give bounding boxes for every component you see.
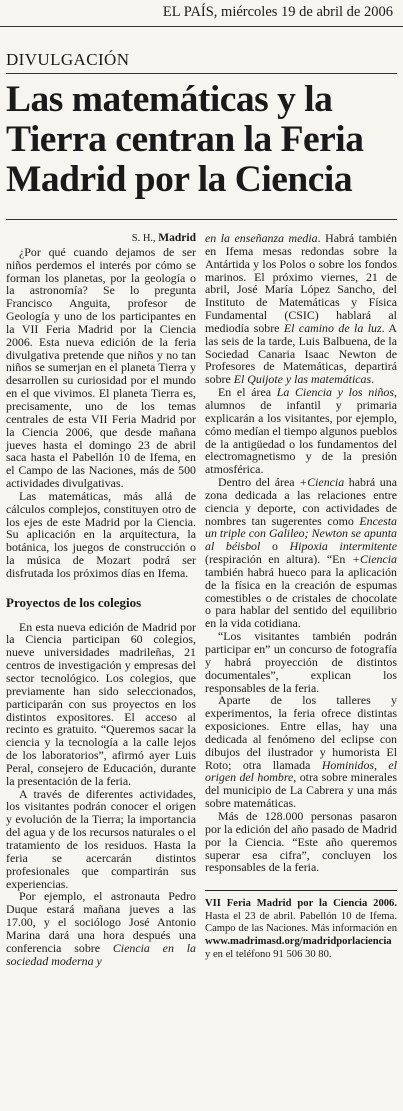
paragraph: Aparte de los talleres y experimentos, la feria ofrece distintas exposiciones. Entre ellas, hay una dedicada al fenómeno del eclipse con dibujos del ilustrador y humorista El Roto; otra llamada Hominidos, el origen del hombre, otra sobre minerales del municipio de La Cabrera y una más sobre matemáticas. (205, 693, 397, 811)
paragraph: ¿Por qué cuando dejamos de ser niños perdemos el interés por cómo se forman los planetas, por la geología o la astronomía? Se lo pregunta Francisco Anguita, profesor de Geología y uno de los participantes en la VII Feria Madrid por la Ciencia 2006. Esta nueva edición de la feria divulgativa pretende que niños y no tan niños se sumerjan en el planeta Tierra y desarrollen su curiosidad por el mundo en el que vivimos. El planeta Tierra es, precisamente, uno de los temas centrales de esta VII Feria Madrid por la Ciencia 2006, que desde mañana jueves hasta el domingo 23 de abril saca hasta el Pabellón 10 de Ifema, en el Campo de las Naciones, más de 500 actividades divulgativas. (6, 244, 196, 491)
paragraph: Por ejemplo, el astronauta Pedro Duque estará mañana jueves a las 17.00, y el sociólogo José Antonio Marina dará una hora después una conferencia sobre Ciencia en la sociedad moderna y (6, 889, 196, 968)
paragraph: Más de 128.000 personas pasaron por la edición del año pasado de Madrid por la Ciencia. “Este año queremos superar esa cifra”, concluyen los responsables de la feria. (205, 808, 397, 875)
info-title: VII Feria Madrid por la Ciencia 2006. (205, 898, 397, 910)
paragraph: En esta nueva edición de Madrid por la Ciencia participan 60 colegios, nueve universidades madrileñas, 21 centros de investigación y empresas del sector tecnológico. Los colegios, que previamente han sido seleccionados, participarán con sus proyectos en los distintos expositores. El acceso al recinto es gratuito. “Queremos sacar la ciencia y la tecnología a la calle lejos de los laboratorios”, afirmó ayer Luis Peral, consejero de Educación, durante la presentación de la feria. (6, 619, 196, 788)
section-rule (6, 73, 397, 74)
paragraph: “Los visitantes también podrán participar en” un concurso de fotografía y habrá proyección de distintos documentales”, explican los responsables de la feria. (205, 629, 397, 695)
paragraph: Las matemáticas, más allá de cálculos complejos, constituyen otro de los ejes de este Madrid por la Ciencia. Su aplicación en la arquitectura, la botánica, los juegos de construcción o la música de Mozart podrá ser disfrutada los próximos días en Ifema. (6, 488, 196, 580)
headline: Las matemáticas y la Tierra centran la Feria Madrid por la Ciencia (6, 79, 364, 200)
subheading: Proyectos de los colegios (6, 594, 142, 610)
byline (6, 232, 196, 246)
paragraph: En el área La Ciencia y los niños, alumnos de infantil y primaria explicarán a los visitantes, por ejemplo, cómo medían el tiempo algunos pueblos de la antigüedad o los fundamentos del electromagnetismo y de la presión atmosférica. (205, 385, 397, 477)
paragraph: Dentro del área +Ciencia habrá una zona dedicada a las relaciones entre ciencia y deporte, con actividades de nombres tan sugerentes como Encesta un triple con Galileo; Newton se apunta al béisbol o Hipoxia intermitente (respiración en altura). “En +Ciencia también habrá hueco para la aplicación de la física en la creación de espumas comestibles o de cristales de chocolate o para hablar del sentido del equilibrio en la vida cotidiana. (205, 475, 397, 631)
byline-city: Madrid (158, 232, 196, 244)
section-label: DIVULGACIÓN (6, 50, 130, 69)
newspaper-header (0, 0, 403, 27)
info-link[interactable]: www.madrimasd.org/madridporlaciencia (205, 935, 392, 947)
left-column (6, 232, 196, 967)
paragraph-continuation: en la enseñanza media. Habrá también en Ifema mesas redondas sobre la Antártida y los Polos o sobre los fondos marinos. El próximo viernes, 21 de abril, José María López Sancho, del Instituto de Matemáticas y Física Fundamental (CSIC) hablará al mediodía sobre El camino de la luz. A las seis de la tarde, Luis Balbuena, de la Sociedad Canaria Isaac Newton de Profesores de Matemáticas, departirá sobre El Quijote y las matemáticas. (205, 231, 397, 387)
right-column (205, 232, 397, 961)
info-box (205, 890, 397, 961)
byline-author: S. H., (131, 233, 156, 244)
info-phone: y en el teléfono 91 506 30 80. (205, 948, 332, 960)
headline-rule (6, 219, 397, 220)
paragraph: A través de diferentes actividades, los visitantes podrán conocer el origen y evolución de la Tierra; la importancia del agua y de los recursos naturales o el tratamiento de los residuos. Hasta la feria se acercarán distintos profesionales que compartirán sus experiencias. (6, 786, 196, 891)
info-text: Hasta el 23 de abril. Pabellón 10 de Ifema. Campo de las Naciones. Más información en (205, 910, 397, 935)
dateline: EL PAÍS, miércoles 19 de abril de 2006 (162, 4, 393, 20)
